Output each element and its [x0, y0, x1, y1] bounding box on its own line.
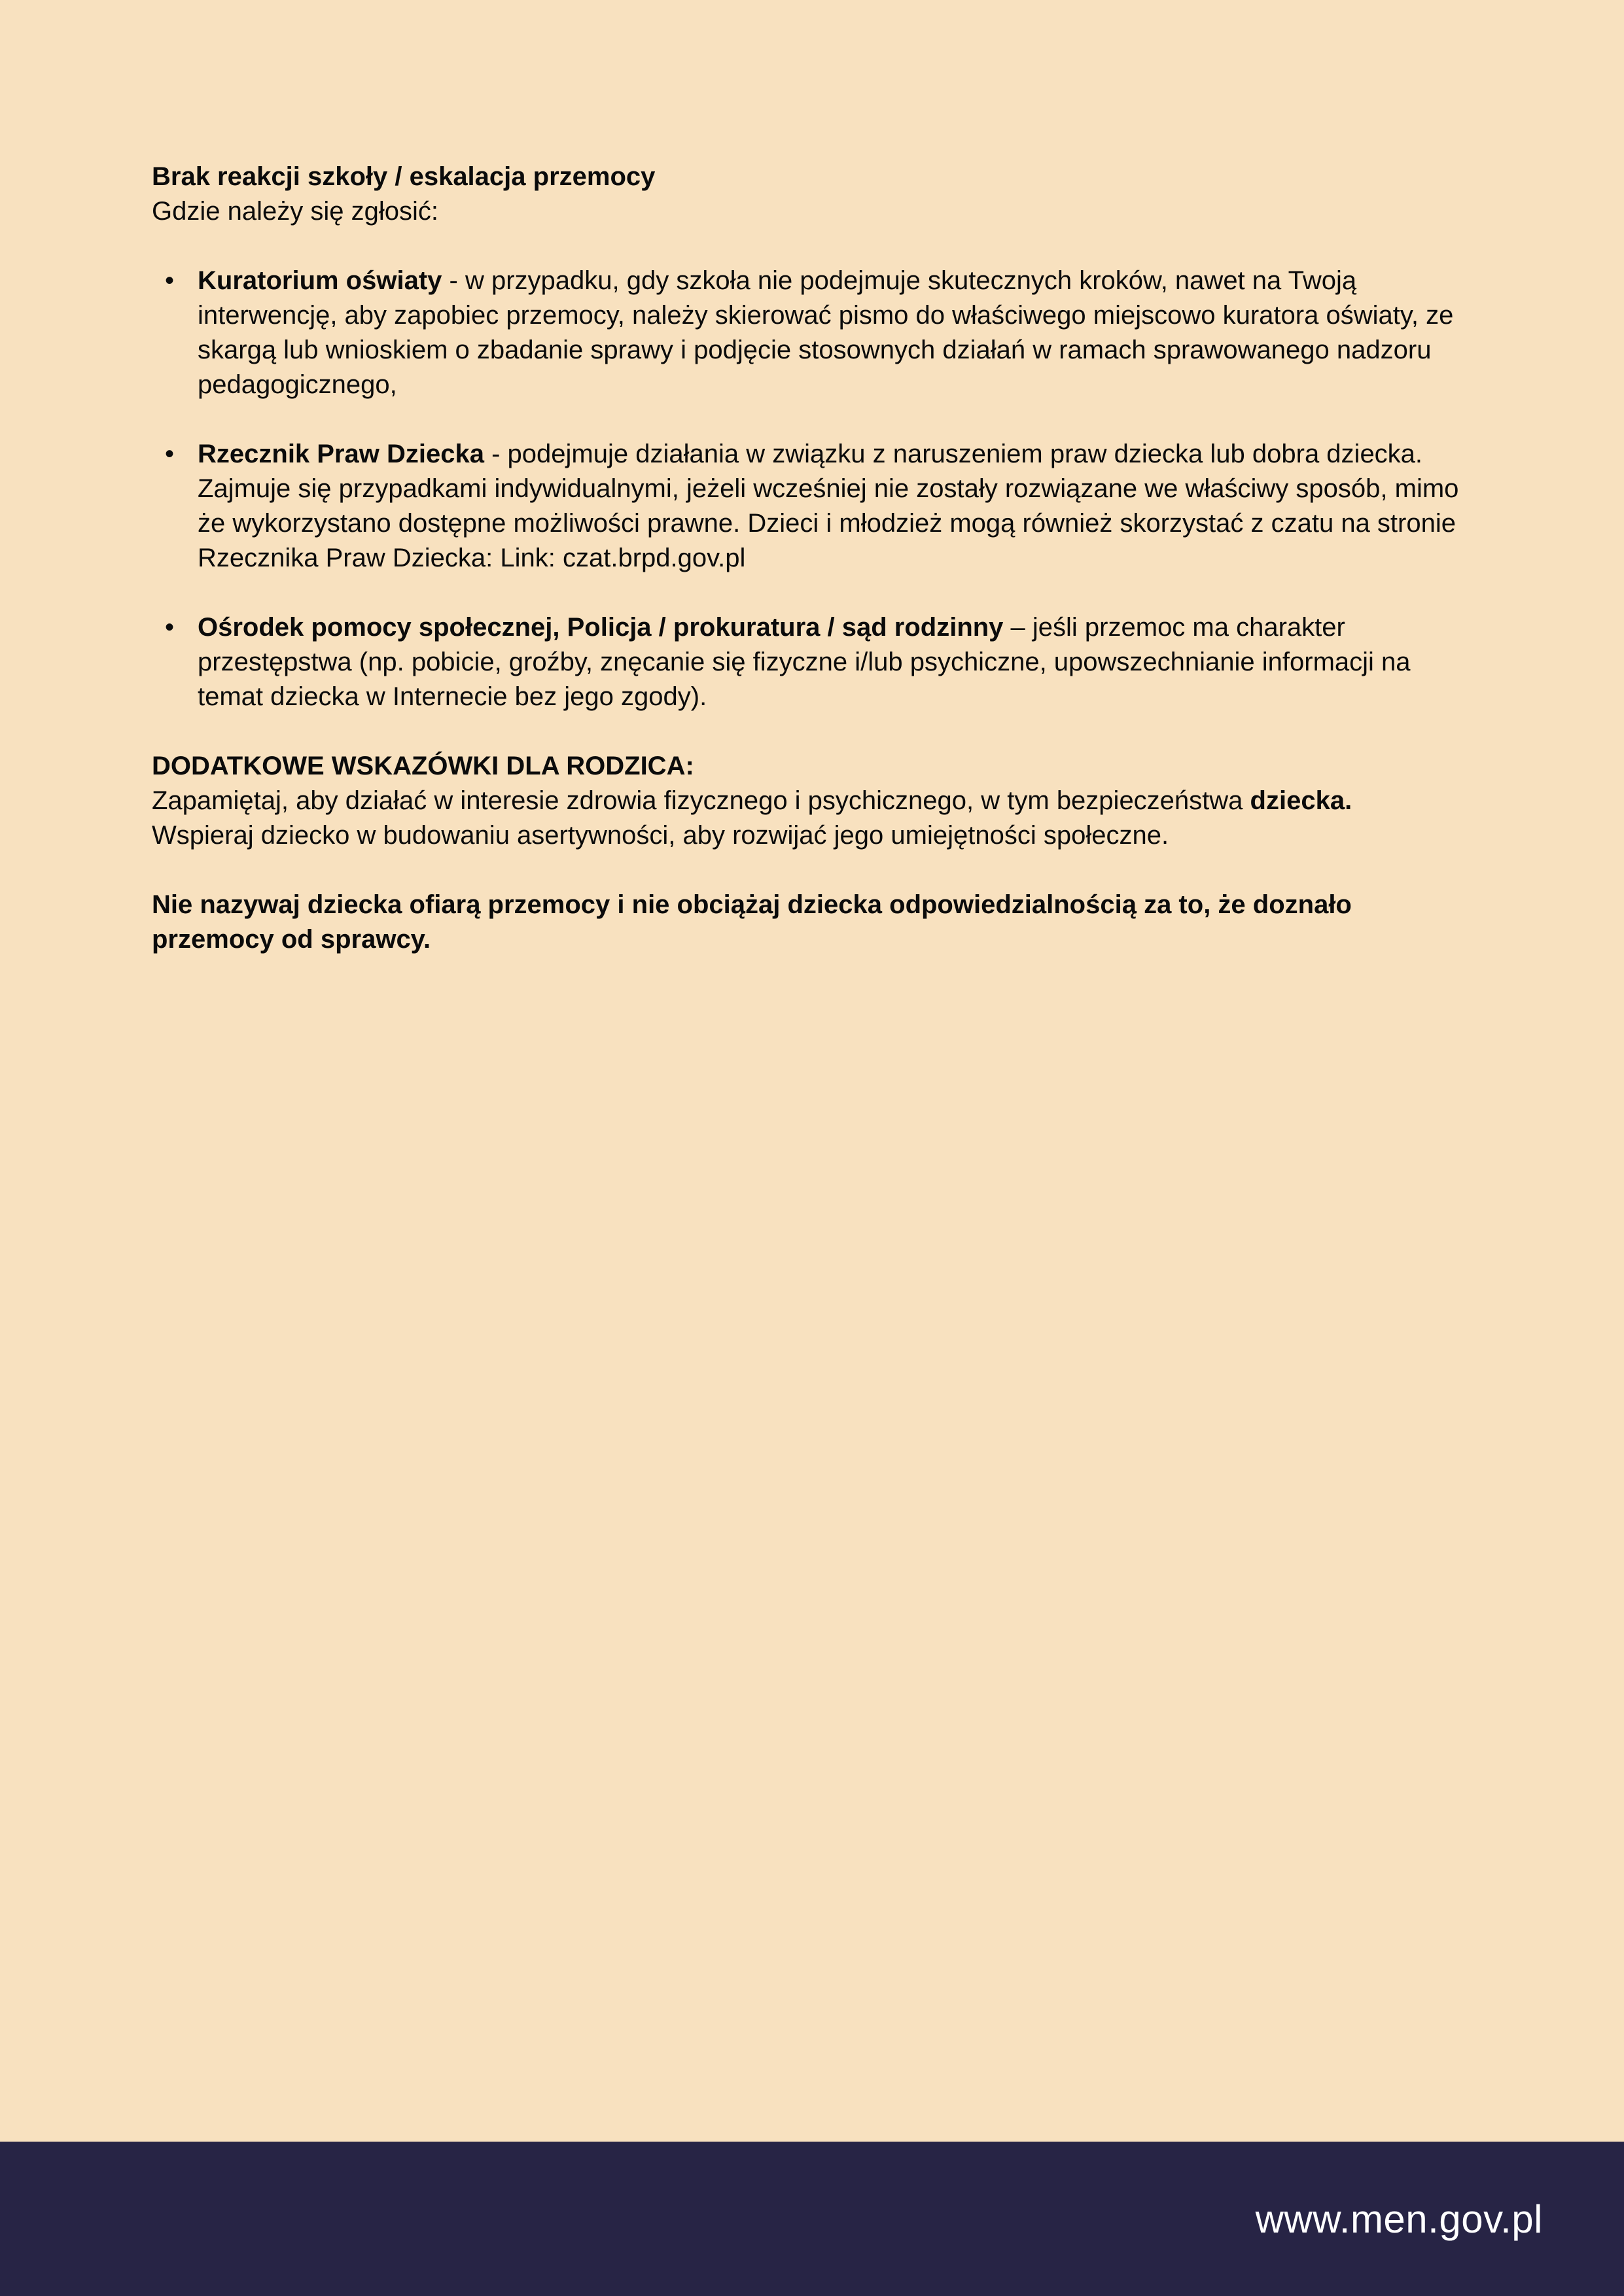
warning-text: Nie nazywaj dziecka ofiarą przemocy i nie obciążaj dziecka odpowiedzialnością za to, że doznało przemocy od sprawcy.: [152, 890, 1352, 954]
list-item-title: Kuratorium oświaty: [198, 266, 442, 295]
list-item-title: Ośrodek pomocy społecznej, Policja / prokuratura / sąd rodzinny: [198, 613, 1004, 642]
list-item-kuratorium: [152, 264, 1467, 402]
list-item-text: – jeśli przemoc ma charakter przestępstwa (np. pobicie, groźby, znęcanie się fizyczne i/lub psychiczne, upowszechnianie informacji na temat dziecka w Internecie bez jego zgody).: [198, 613, 1411, 711]
list-item-rzecznik: [152, 437, 1467, 576]
document-content: [152, 160, 1467, 983]
list-item-text: - podejmuje działania w związku z naruszeniem praw dziecka lub dobra dziecka. Zajmuje się przypadkami indywidualnymi, jeżeli wcześniej nie zostały rozwiązane we właściwy sposób, mimo że wykorzystano dostępne możliwości prawne. Dzieci i młodzież mogą również skorzystać z czatu na stronie Rzecznika Praw Dziecka: Link: czat.brpd.gov.pl: [198, 440, 1459, 572]
bullet-icon: •: [165, 440, 175, 468]
help-list: [152, 264, 1467, 714]
list-item-text: - w przypadku, gdy szkoła nie podejmuje skutecznych kroków, nawet na Twoją interwencję, aby zapobiec przemocy, należy skierować pismo do właściwego miejscowo kuratora oświaty, ze skargą lub wnioskiem o zbadanie sprawy i podjęcie stosownych działań w ramach sprawowanego nadzoru pedagogicznego,: [198, 266, 1454, 399]
section-subtitle: Gdzie należy się zgłosić:: [152, 197, 438, 226]
footer-bar: [0, 2142, 1624, 2296]
tips-line-1-bold: dziecka.: [1250, 786, 1352, 815]
list-item-title: Rzecznik Praw Dziecka: [198, 440, 484, 468]
tips-line-2: Wspieraj dziecko w budowaniu asertywności, aby rozwijać jego umiejętności społeczne.: [152, 821, 1169, 850]
tips-line-1: [152, 784, 1467, 818]
tips-line-1-text: Zapamiętaj, aby działać w interesie zdrowia fizycznego i psychicznego, w tym bezpieczeństwa: [152, 786, 1250, 815]
tips-title: DODATKOWE WSKAZÓWKI DLA RODZICA:: [152, 752, 694, 780]
list-item-osrodek: [152, 610, 1467, 714]
bullet-icon: •: [165, 266, 175, 295]
section-title: Brak reakcji szkoły / eskalacja przemocy: [152, 162, 656, 191]
footer-url[interactable]: www.men.gov.pl: [1255, 2197, 1543, 2241]
bullet-icon: •: [165, 613, 175, 642]
